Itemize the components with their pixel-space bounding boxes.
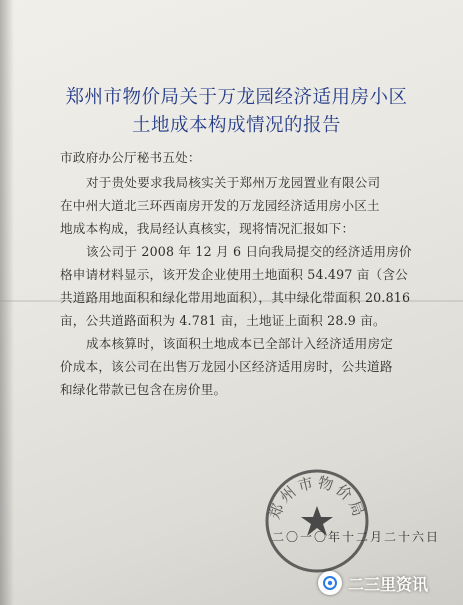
body-line: 成本核算时，该面积土地成本已全部计入经济适用房定 <box>86 336 394 351</box>
page-shadow <box>0 0 14 605</box>
document-date: 二〇一〇年十二月二十六日 <box>272 530 441 544</box>
title-line-1: 郑州市物价局关于万龙园经济适用房小区 <box>65 87 408 108</box>
body-line: 对于贵处要求我局核实关于郑州万龙园置业有限公司 <box>86 175 381 190</box>
title-line-2: 土地成本构成情况的报告 <box>131 115 341 136</box>
body-line: 在中州大道北三环西南房开发的万龙园经济适用房小区土 <box>60 198 380 213</box>
document-body <box>60 146 412 401</box>
body-line: 格申请材料显示，该开发企业使用土地面积 54.497 亩（含公 <box>60 267 408 282</box>
official-seal <box>262 466 372 576</box>
seal-text: 郑州市物价局 <box>265 473 369 522</box>
salutation: 市政府办公厅秘书五处： <box>60 150 201 165</box>
body-line: 亩，公共道路面积为 4.781 亩，土地证上面积 28.9 亩。 <box>60 313 386 328</box>
watermark-text: 二三里资讯 <box>348 574 429 594</box>
document-title <box>40 84 433 140</box>
logo-icon <box>318 571 342 595</box>
body-line: 共道路用地面积和绿化带用地面积），其中绿化带面积 20.816 <box>60 290 411 305</box>
body-line: 该公司于 2008 年 12 月 6 日向我局提交的经济适用房价 <box>86 244 412 259</box>
watermark-logo <box>318 570 428 596</box>
body-line: 和绿化带款已包含在房价里。 <box>60 382 227 397</box>
body-line: 价成本，该公司在出售万龙园小区经济适用房时，公共道路 <box>60 359 393 374</box>
body-line: 地成本构成，我局经认真核实，现将情况汇报如下： <box>60 221 355 236</box>
